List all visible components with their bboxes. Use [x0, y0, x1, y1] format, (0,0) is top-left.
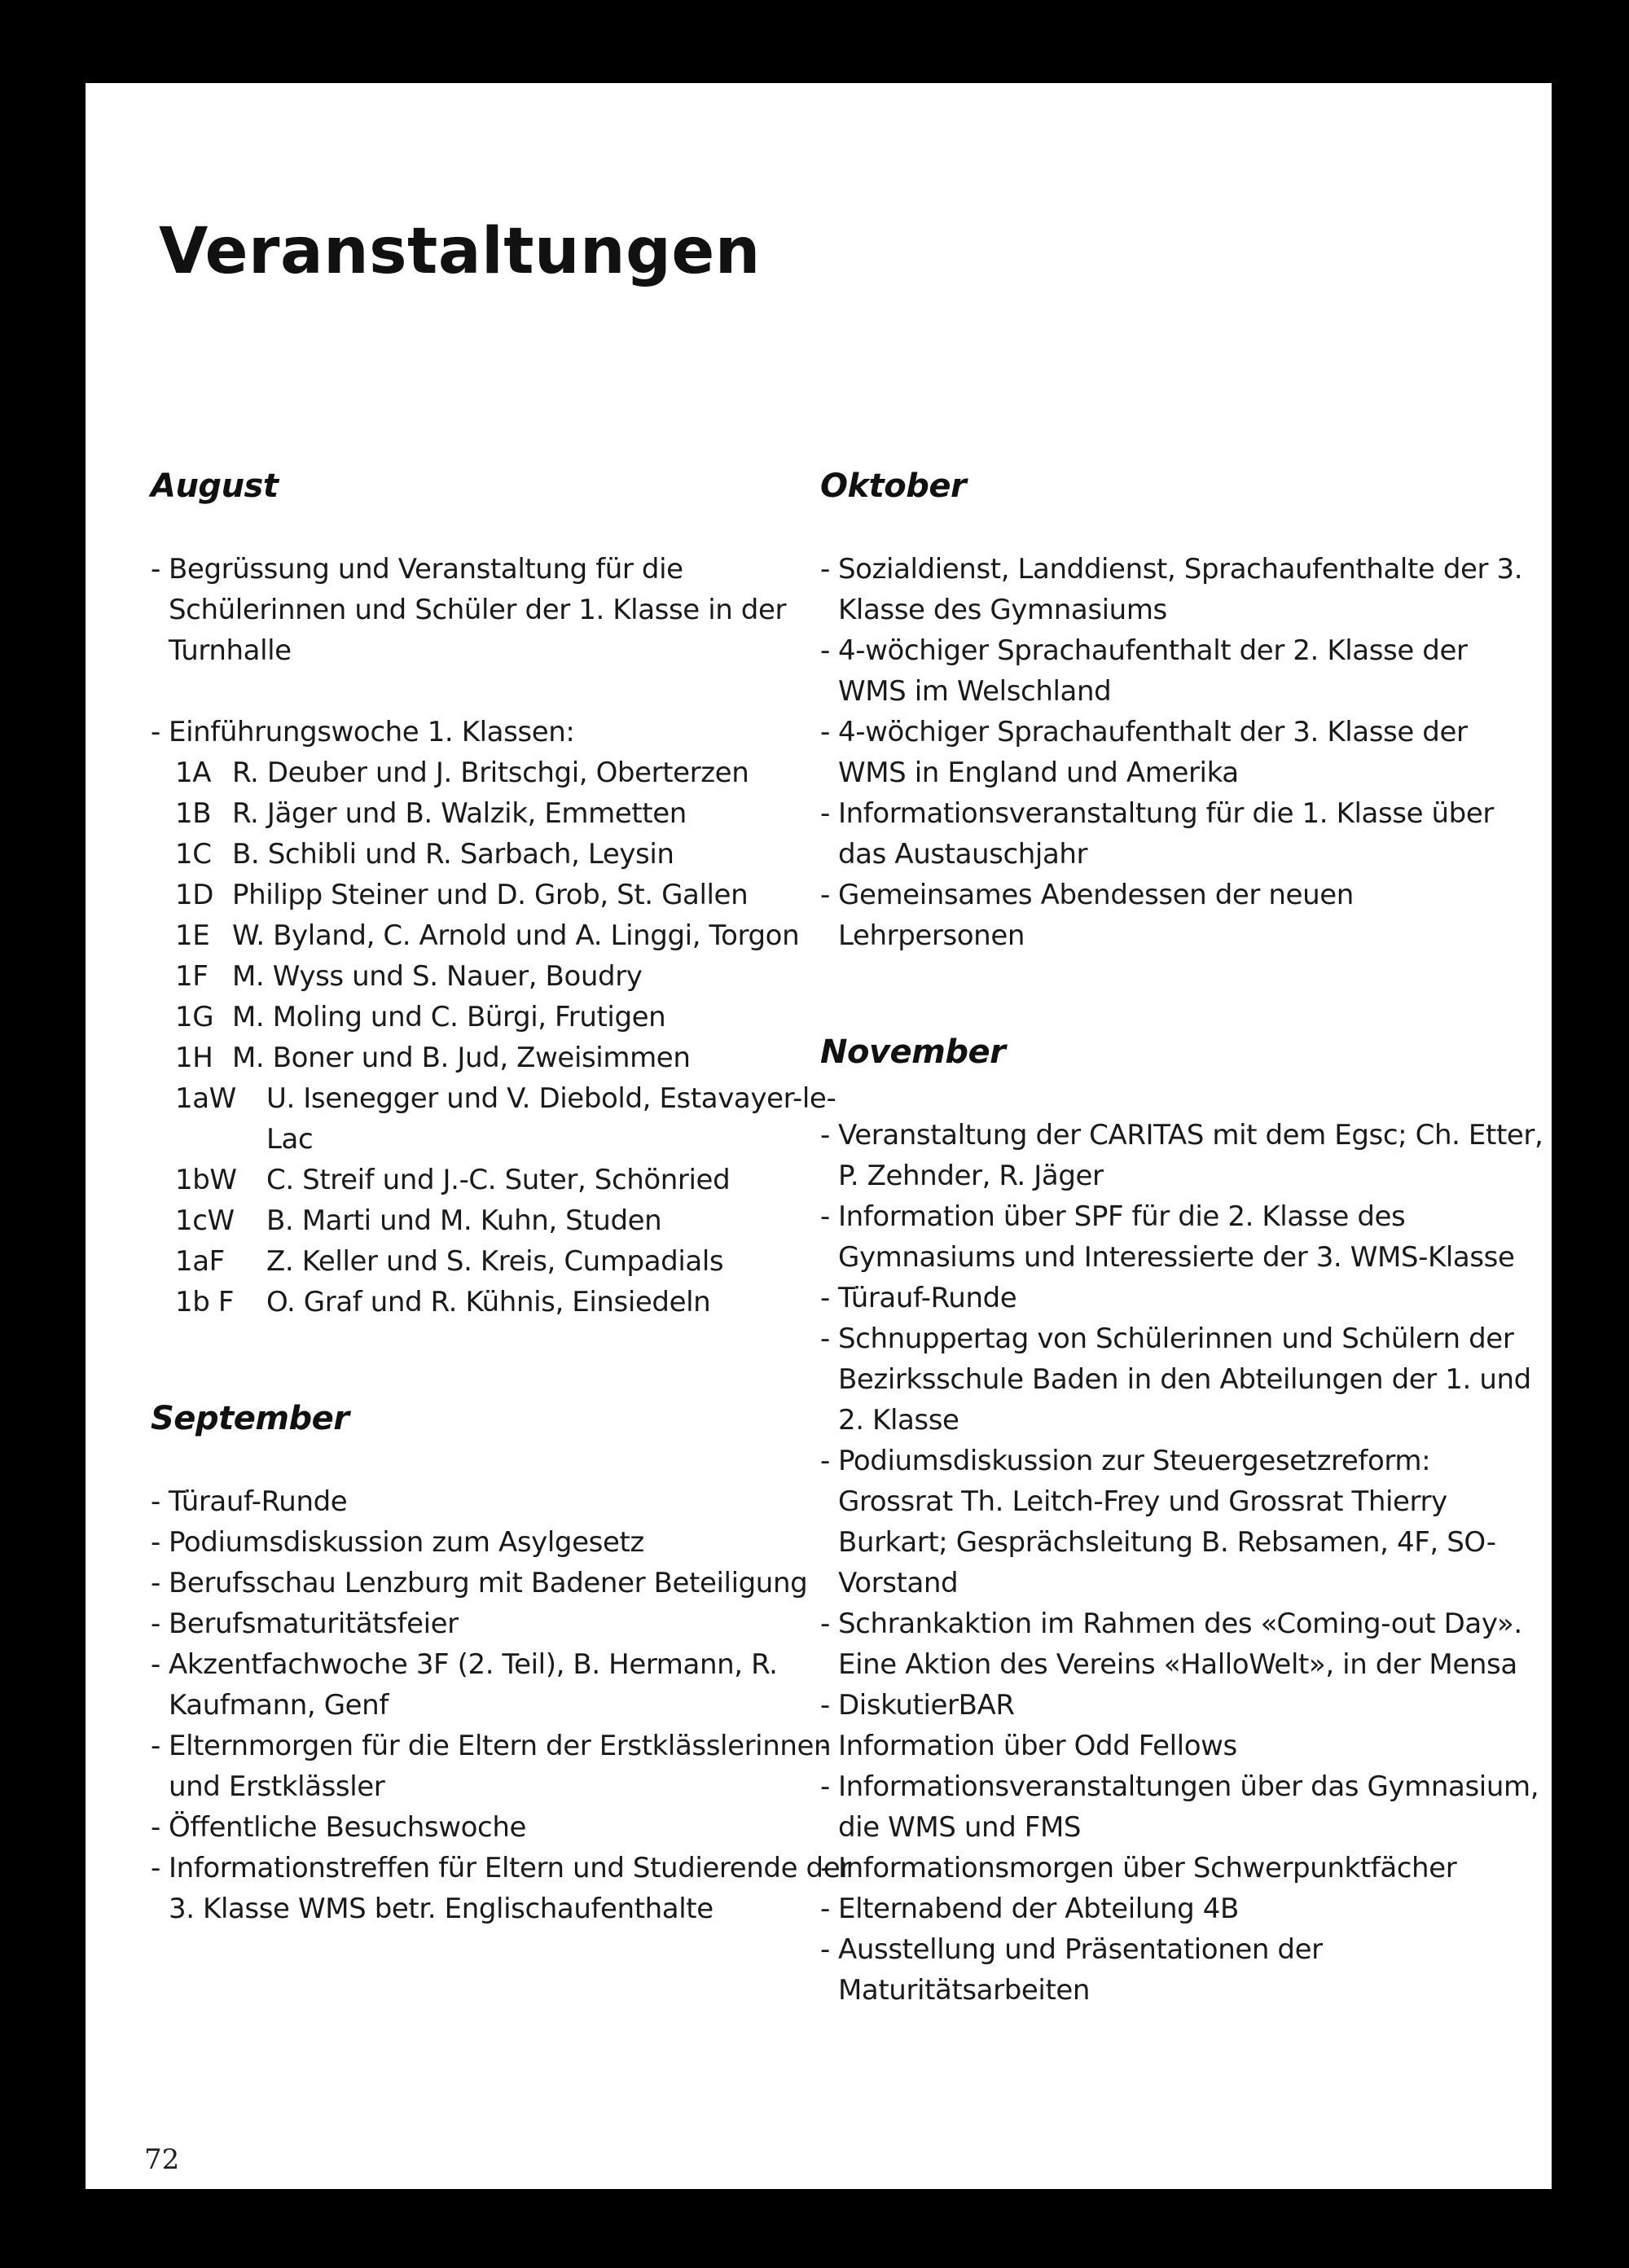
class-row [175, 1160, 867, 1200]
class-names: R. Deuber und J. Britschgi, Oberterzen [232, 757, 749, 789]
list-item: - Informationstreffen für Eltern und Studierende der 3. Klasse WMS betr. Englischaufenthalte [151, 1848, 867, 1929]
list-item: - Gemeinsames Abendessen der neuen Lehrpersonen [820, 875, 1543, 956]
list-item: - Information über Odd Fellows [820, 1726, 1543, 1766]
class-code: 1A [175, 757, 212, 789]
section-august [151, 466, 867, 1323]
class-code: 1aF [175, 1245, 225, 1278]
august-list [151, 549, 867, 752]
list-item: - 4-wöchiger Sprachaufenthalt der 3. Klasse der WMS in England und Amerika [820, 712, 1543, 793]
list-item: - Information über SPF für die 2. Klasse des Gymnasiums und Interessierte der 3. WMS-Klasse [820, 1196, 1543, 1278]
heading-september: September [151, 1400, 349, 1437]
november-list [820, 1115, 1543, 2011]
list-item: - Podiumsdiskussion zum Asylgesetz [151, 1522, 867, 1563]
class-row [175, 956, 867, 997]
heading-november: November [820, 1033, 1006, 1071]
list-item: - Berufsschau Lenzburg mit Badener Beteiligung [151, 1563, 867, 1603]
class-names: R. Jäger und B. Walzik, Emmetten [232, 797, 687, 830]
class-code: 1C [175, 838, 212, 871]
class-names: B. Schibli und R. Sarbach, Leysin [232, 838, 674, 871]
class-names: B. Marti und M. Kuhn, Studen [266, 1204, 662, 1237]
list-item: - Schrankaktion im Rahmen des «Coming-out Day». Eine Aktion des Vereins «HalloWelt», in der Mensa [820, 1603, 1543, 1685]
list-item: - Podiumsdiskussion zur Steuergesetzreform: Grossrat Th. Leitch-Frey und Grossrat Thierry Burkart; Gesprächsleitung B. Rebsamen, 4F, SO-Vorstand [820, 1441, 1543, 1603]
class-code: 1D [175, 879, 214, 911]
class-code: 1H [175, 1042, 213, 1074]
document-page [86, 83, 1552, 2189]
list-item: - Informationsveranstaltungen über das Gymnasium, die WMS und FMS [820, 1766, 1543, 1848]
class-names: U. Isenegger und V. Diebold, Estavayer-le-Lac [266, 1082, 836, 1156]
list-item: - Schnuppertag von Schülerinnen und Schülern der Bezirksschule Baden in den Abteilungen der 1. und 2. Klasse [820, 1318, 1543, 1441]
class-row [175, 752, 867, 793]
class-row [175, 875, 867, 915]
class-row [175, 1200, 867, 1241]
class-code: 1bW [175, 1164, 237, 1196]
list-item [151, 712, 867, 752]
list-item: - Veranstaltung der CARITAS mit dem Egsc; Ch. Etter, P. Zehnder, R. Jäger [820, 1115, 1543, 1196]
class-names: M. Moling und C. Bürgi, Frutigen [232, 1001, 666, 1033]
class-row [175, 997, 867, 1037]
list-item: - DiskutierBAR [820, 1685, 1543, 1726]
class-code: 1b F [175, 1286, 234, 1318]
page-title: Veranstaltungen [159, 215, 761, 288]
class-names: W. Byland, C. Arnold und A. Linggi, Torgon [232, 919, 800, 952]
list-item: - Elternabend der Abteilung 4B [820, 1889, 1543, 1929]
class-names: Z. Keller und S. Kreis, Cumpadials [266, 1245, 724, 1278]
section-september [151, 1398, 867, 1929]
class-row [175, 834, 867, 875]
page-number: 72 [144, 2143, 180, 2176]
list-item: - Akzentfachwoche 3F (2. Teil), B. Hermann, R. Kaufmann, Genf [151, 1644, 867, 1726]
class-names: Philipp Steiner und D. Grob, St. Gallen [232, 879, 749, 911]
class-code: 1F [175, 960, 209, 993]
class-row [175, 1282, 867, 1323]
class-names: M. Boner und B. Jud, Zweisimmen [232, 1042, 691, 1074]
class-code: 1G [175, 1001, 214, 1033]
list-item: - Elternmorgen für die Eltern der Erstklässlerinnen und Erstklässler [151, 1726, 867, 1807]
september-list [151, 1481, 867, 1929]
class-list [151, 752, 867, 1323]
class-code: 1E [175, 919, 210, 952]
list-item: - Informationsmorgen über Schwerpunktfächer [820, 1848, 1543, 1889]
section-oktober [820, 466, 1543, 956]
list-item: - Ausstellung und Präsentationen der Maturitätsarbeiten [820, 1929, 1543, 2011]
class-row [175, 915, 867, 956]
heading-oktober: Oktober [820, 467, 967, 505]
heading-august: August [151, 467, 279, 505]
class-row [175, 1241, 867, 1282]
list-item: - Türauf-Runde [820, 1278, 1543, 1318]
list-item: - Begrüssung und Veranstaltung für die Schülerinnen und Schüler der 1. Klasse in der Turnhalle [151, 549, 867, 671]
class-row [175, 793, 867, 834]
list-item: - Sozialdienst, Landdienst, Sprachaufenthalte der 3. Klasse des Gymnasiums [820, 549, 1543, 630]
oktober-list [820, 549, 1543, 956]
list-item: - Türauf-Runde [151, 1481, 867, 1522]
list-item: - Öffentliche Besuchswoche [151, 1807, 867, 1848]
section-november [820, 1032, 1543, 2011]
list-item: - Berufsmaturitätsfeier [151, 1603, 867, 1644]
class-code: 1aW [175, 1082, 236, 1115]
class-code: 1cW [175, 1204, 235, 1237]
list-item: - 4-wöchiger Sprachaufenthalt der 2. Klasse der WMS im Welschland [820, 630, 1543, 712]
intro-week-label: Einführungswoche 1. Klassen: [169, 716, 575, 748]
class-names: M. Wyss und S. Nauer, Boudry [232, 960, 643, 993]
class-row [175, 1078, 867, 1160]
class-row [175, 1037, 867, 1078]
class-names: C. Streif und J.-C. Suter, Schönried [266, 1164, 731, 1196]
class-names: O. Graf und R. Kühnis, Einsiedeln [266, 1286, 711, 1318]
list-item: - Informationsveranstaltung für die 1. Klasse über das Austauschjahr [820, 793, 1543, 875]
class-code: 1B [175, 797, 212, 830]
